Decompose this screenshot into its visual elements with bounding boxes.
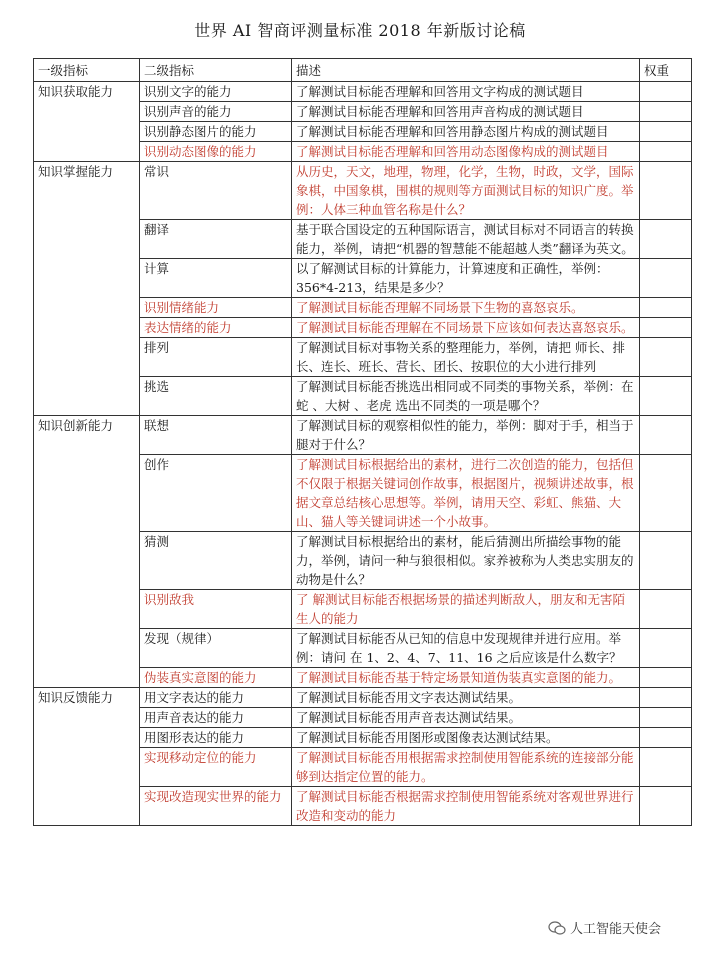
table-row [34,688,692,708]
weight-cell [640,728,692,748]
level2-cell: 联想 [140,416,292,455]
level1-cell: 知识获取能力 [34,82,140,162]
description-cell: 基于联合国设定的五种国际语言，测试目标对不同语言的转换能力，举例，请把“机器的智慧能不能超越人类”翻译为英文。 [292,220,640,259]
description-cell: 了解测试目标对事物关系的整理能力，举例，请把 师长、排长、连长、班长、营长、团长、按职位的大小进行排列 [292,338,640,377]
description-cell: 了解测试目标能否理解和回答用声音构成的测试题目 [292,102,640,122]
description-cell: 了 解测试目标能否根据场景的描述判断敌人，朋友和无害陌生人的能力 [292,590,640,629]
level2-cell: 用文字表达的能力 [140,688,292,708]
weight-cell [640,590,692,629]
description-cell: 了解测试目标根据给出的素材，能后猜测出所描绘事物的能力，举例，请问一种与狼很相似。家养被称为人类忠实朋友的动物是什么？ [292,532,640,590]
description-cell: 了解测试目标能否用文字表达测试结果。 [292,688,640,708]
weight-cell [640,748,692,787]
weight-cell [640,668,692,688]
description-cell: 了解测试目标的观察相似性的能力，举例：脚对于手，相当于腿对于什么？ [292,416,640,455]
level2-cell: 用声音表达的能力 [140,708,292,728]
description-cell: 了解测试目标能否用图形或图像表达测试结果。 [292,728,640,748]
weight-cell [640,162,692,220]
weight-cell [640,102,692,122]
weight-cell [640,259,692,298]
weight-cell [640,377,692,416]
table-header-row [34,59,692,82]
description-cell: 了解测试目标能否理解和回答用静态图片构成的测试题目 [292,122,640,142]
level2-cell: 创作 [140,455,292,532]
level2-cell: 翻译 [140,220,292,259]
level2-cell: 表达情绪的能力 [140,318,292,338]
description-cell: 了解测试目标能否理解和回答用文字构成的测试题目 [292,82,640,102]
description-cell: 从历史，天文，地理，物理，化学，生物，时政，文学，国际象棋，中国象棋，围棋的规则等方面测试目标的知识广度。举例：人体三种血管名称是什么？ [292,162,640,220]
description-cell: 以了解测试目标的计算能力，计算速度和正确性，举例：356*4-213，结果是多少？ [292,259,640,298]
level2-cell: 猜测 [140,532,292,590]
header-weight: 权重 [640,59,692,82]
weight-cell [640,220,692,259]
description-cell: 了解测试目标能否基于特定场景知道伪装真实意图的能力。 [292,668,640,688]
level2-cell: 识别文字的能力 [140,82,292,102]
weight-cell [640,708,692,728]
weight-cell [640,629,692,668]
description-cell: 了解测试目标能否挑选出相同或不同类的事物关系，举例：在 蛇 、大树 、老虎 选出不同类的一项是哪个？ [292,377,640,416]
description-cell: 了解测试目标能否用根据需求控制使用智能系统的连接部分能够到达指定位置的能力。 [292,748,640,787]
weight-cell [640,82,692,102]
level2-cell: 识别敌我 [140,590,292,629]
weight-cell [640,688,692,708]
level2-cell: 实现移动定位的能力 [140,748,292,787]
watermark [548,918,661,937]
level2-cell: 识别声音的能力 [140,102,292,122]
level2-cell: 常识 [140,162,292,220]
level2-cell: 实现改造现实世界的能力 [140,787,292,826]
level1-cell: 知识掌握能力 [34,162,140,416]
level2-cell: 发现（规律） [140,629,292,668]
level2-cell: 用图形表达的能力 [140,728,292,748]
weight-cell [640,416,692,455]
description-cell: 了解测试目标能否根据需求控制使用智能系统对客观世界进行改造和变动的能力 [292,787,640,826]
weight-cell [640,122,692,142]
description-cell: 了解测试目标能否用声音表达测试结果。 [292,708,640,728]
level1-cell: 知识反馈能力 [34,688,140,826]
description-cell: 了解测试目标能否理解和回答用动态图像构成的测试题目 [292,142,640,162]
weight-cell [640,787,692,826]
table-row [34,416,692,455]
level2-cell: 识别动态图像的能力 [140,142,292,162]
description-cell: 了解测试目标根据给出的素材，进行二次创造的能力，包括但不仅限于根据关键词创作故事，根据图片，视频讲述故事，根据文章总结核心思想等。举例，请用天空、彩虹、熊猫、大山、猫人等关键词讲述一个小故事。 [292,455,640,532]
description-cell: 了解测试目标能否从已知的信息中发现规律并进行应用。举例：请问 在 1、2、4、7、11、16 之后应该是什么数字？ [292,629,640,668]
document-title: 世界 AI 智商评测量标准 2018 年新版讨论稿 [194,21,526,40]
level2-cell: 挑选 [140,377,292,416]
weight-cell [640,298,692,318]
weight-cell [640,455,692,532]
level2-cell: 排列 [140,338,292,377]
header-level2: 二级指标 [140,59,292,82]
header-description: 描述 [292,59,640,82]
weight-cell [640,338,692,377]
wechat-icon [548,921,566,935]
level2-cell: 计算 [140,259,292,298]
level2-cell: 识别静态图片的能力 [140,122,292,142]
level2-cell: 伪装真实意图的能力 [140,668,292,688]
description-cell: 了解测试目标能否理解在不同场景下应该如何表达喜怒哀乐。 [292,318,640,338]
weight-cell [640,318,692,338]
standard-table [33,58,692,826]
header-level1: 一级指标 [34,59,140,82]
level1-cell: 知识创新能力 [34,416,140,688]
weight-cell [640,532,692,590]
description-cell: 了解测试目标能否理解不同场景下生物的喜怒哀乐。 [292,298,640,318]
weight-cell [640,142,692,162]
table-row [34,162,692,220]
watermark-text: 人工智能天使会 [570,922,662,937]
level2-cell: 识别情绪能力 [140,298,292,318]
table-row [34,82,692,102]
